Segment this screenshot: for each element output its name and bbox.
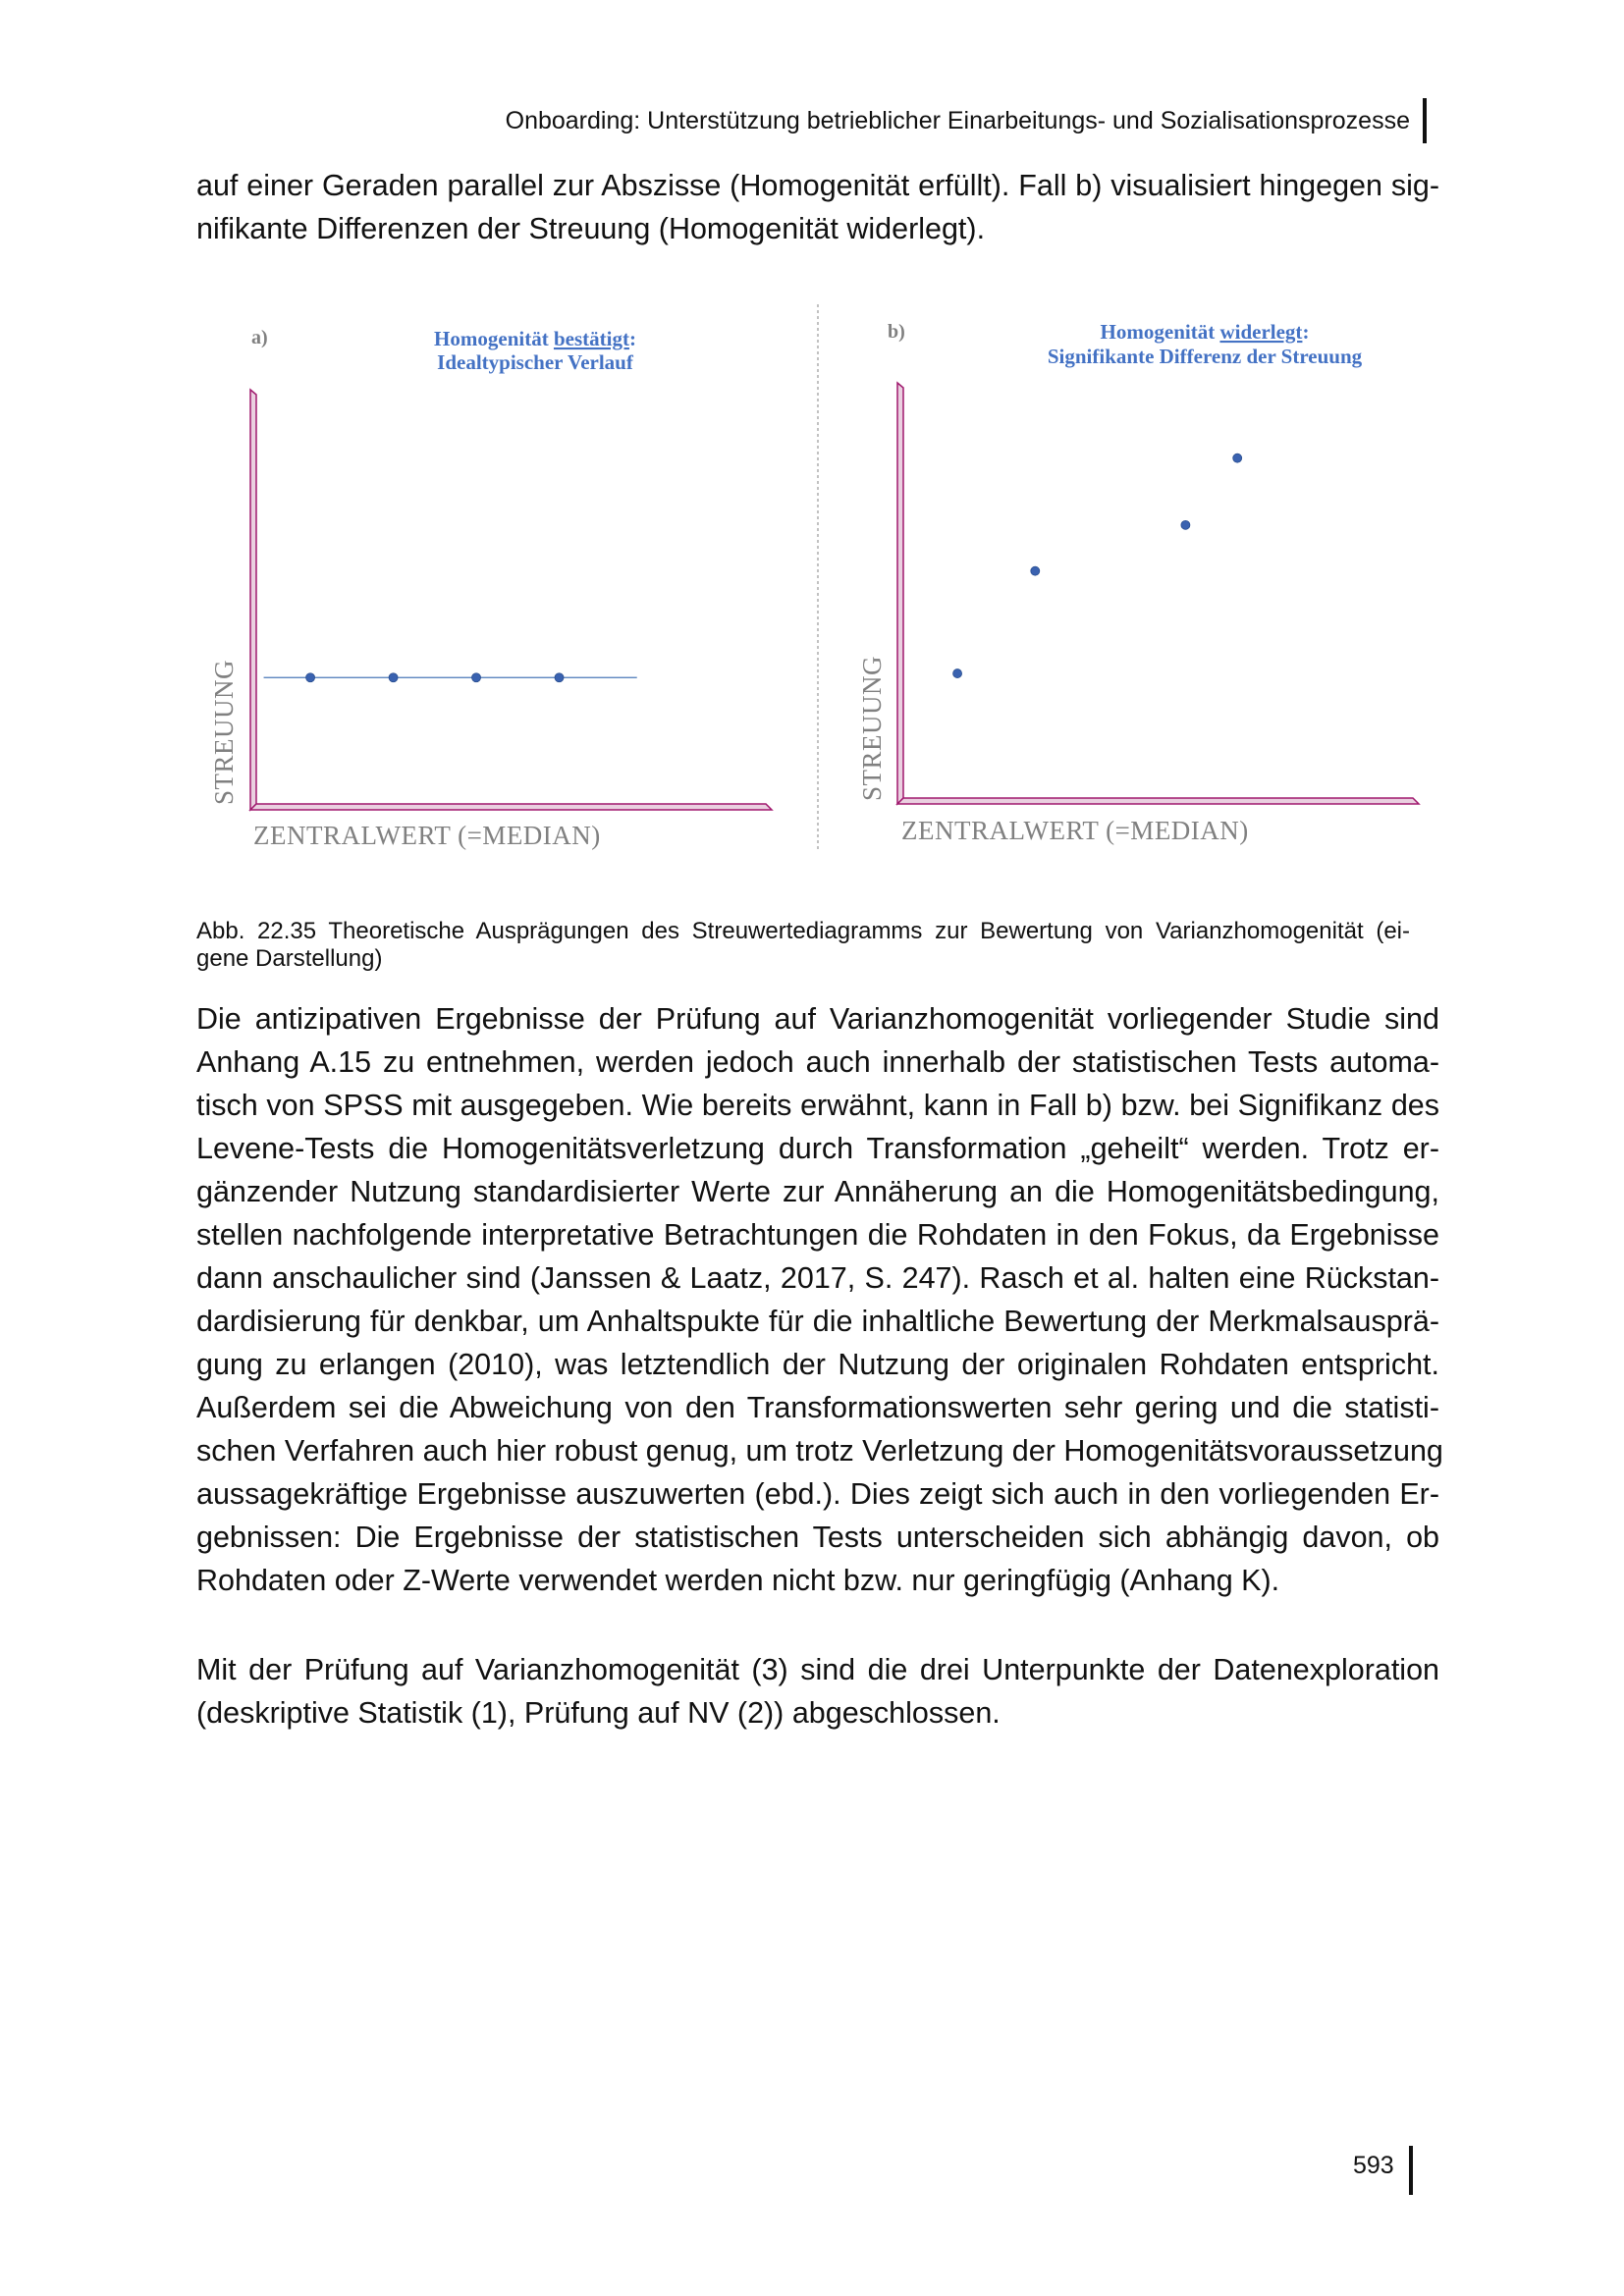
caption-line: Abb. 22.35 Theoretische Ausprägungen des Streuwertediagramms zur Bewertung von Varianzhomogenität (ei- bbox=[196, 918, 1410, 944]
y-axis-label: STREUUNG bbox=[857, 655, 887, 802]
panel-b bbox=[857, 320, 1419, 845]
data-point bbox=[953, 669, 962, 678]
data-point bbox=[1181, 520, 1190, 529]
x-axis bbox=[250, 804, 772, 810]
caption-line: gene Darstellung) bbox=[196, 945, 383, 972]
text-line: gänzender Nutzung standardisierter Werte zur Annäherung an die Homogenitätsbedingung, bbox=[196, 1175, 1439, 1208]
text-line: Außerdem sei die Abweichung von den Transformationswerten sehr gering und die statisti- bbox=[196, 1391, 1439, 1424]
text-line: nifikante Differenzen der Streuung (Homogenität widerlegt). bbox=[196, 212, 986, 245]
running-header: Onboarding: Unterstützung betrieblicher Einarbeitungs- und Sozialisationsprozesse bbox=[505, 107, 1410, 134]
data-point bbox=[389, 673, 398, 682]
closing-paragraph bbox=[196, 1648, 1439, 1735]
text-line: dardisierung für denkbar, um Anhaltspukte für die inhaltliche Bewertung der Merkmalsausprä- bbox=[196, 1305, 1439, 1338]
text-line: Levene-Tests die Homogenitätsverletzung durch Transformation „geheilt“ werden. Trotz er- bbox=[196, 1132, 1439, 1165]
x-axis-label: ZENTRALWERT (=MEDIAN) bbox=[901, 816, 1249, 845]
data-point bbox=[555, 673, 564, 682]
y-axis-label: STREUUNG bbox=[209, 659, 239, 806]
figure-caption bbox=[196, 918, 1410, 973]
panel-subtitle: Signifikante Differenz der Streuung bbox=[1047, 345, 1363, 368]
panel-label: b) bbox=[888, 321, 905, 343]
panel-label: a) bbox=[251, 327, 268, 348]
text-line: (deskriptive Statistik (1), Prüfung auf NV (2)) abgeschlossen. bbox=[196, 1696, 1001, 1730]
panel-a bbox=[209, 327, 772, 850]
panel-title: Homogenität bestätigt: bbox=[434, 327, 636, 350]
text-line: stellen nachfolgende interpretative Betrachtungen die Rohdaten in den Fokus, da Ergebnisse bbox=[196, 1218, 1439, 1252]
text-line: gung zu erlangen (2010), was letztendlich der Nutzung der originalen Rohdaten entspricht. bbox=[196, 1348, 1439, 1381]
panel-title: Homogenität widerlegt: bbox=[1100, 320, 1310, 344]
y-axis bbox=[250, 390, 256, 810]
text-line: tisch von SPSS mit ausgegeben. Wie bereits erwähnt, kann in Fall b) bzw. bei Signifikanz des bbox=[196, 1089, 1439, 1122]
text-line: aussagekräftige Ergebnisse auszuwerten (ebd.). Dies zeigt sich auch in den vorliegenden Er- bbox=[196, 1477, 1439, 1511]
footer-rule bbox=[1409, 2146, 1413, 2195]
body-paragraph bbox=[196, 997, 1443, 1602]
x-axis bbox=[897, 798, 1419, 804]
panel-subtitle: Idealtypischer Verlauf bbox=[437, 350, 633, 374]
data-point bbox=[472, 673, 481, 682]
text-line: schen Verfahren auch hier robust genug, um trotz Verletzung der Homogenitätsvoraussetzung bbox=[196, 1434, 1443, 1468]
data-point bbox=[306, 673, 315, 682]
y-axis bbox=[897, 383, 903, 804]
page-number: 593 bbox=[1353, 2152, 1394, 2179]
text-line: dann anschaulicher sind (Janssen & Laatz, 2017, S. 247). Rasch et al. halten eine Rückstan- bbox=[196, 1261, 1439, 1295]
data-point bbox=[1233, 454, 1242, 462]
text-line: Anhang A.15 zu entnehmen, werden jedoch auch innerhalb der statistischen Tests automa- bbox=[196, 1045, 1439, 1079]
text-line: Mit der Prüfung auf Varianzhomogenität (3) sind die drei Unterpunkte der Datenexploration bbox=[196, 1653, 1439, 1686]
text-line: Rohdaten oder Z-Werte verwendet werden nicht bzw. nur geringfügig (Anhang K). bbox=[196, 1564, 1280, 1597]
x-axis-label: ZENTRALWERT (=MEDIAN) bbox=[253, 821, 601, 850]
data-point bbox=[1031, 566, 1040, 575]
text-line: auf einer Geraden parallel zur Abszisse (Homogenität erfüllt). Fall b) visualisiert hingegen sig- bbox=[196, 169, 1439, 202]
text-line: gebnissen: Die Ergebnisse der statistischen Tests unterscheiden sich abhängig davon, ob bbox=[196, 1521, 1439, 1554]
text-line: Die antizipativen Ergebnisse der Prüfung auf Varianzhomogenität vorliegender Studie sind bbox=[196, 1002, 1439, 1036]
